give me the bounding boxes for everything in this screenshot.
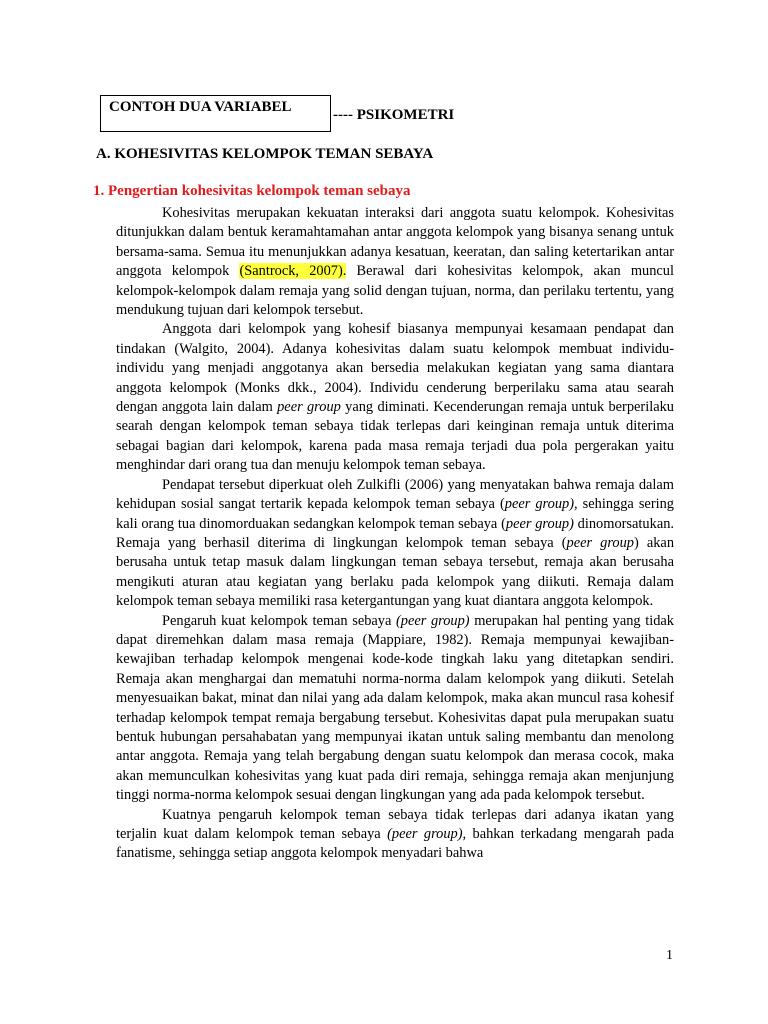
italic-term: peer group) [504,496,574,513]
variable-label: CONTOH DUA VARIABEL [109,99,292,115]
paragraph-text: , bahkan terkadang mengarah pada fanatisme, sehingga setiap anggota kelompok menyadari bahwa [116,826,674,862]
variable-label-box [100,95,331,132]
italic-term: peer group [277,399,341,416]
paragraph-2 [116,320,674,475]
paragraph-text: , sehingga sering kali orang tua dinomorduakan sedangkan kelompok teman sebaya ( [116,496,674,532]
paragraph-text: ) akan berusaha untuk tetap masuk dalam lingkungan teman sebaya tersebut, remaja akan berusaha mengikuti aturan atau kegiatan yang berlaku pada kelompok yang diikuti. Remaja dalam kelompok teman sebaya memiliki rasa ketergantungan yang kuat diantara anggota kelompok. [116,534,675,610]
body-text [116,204,674,864]
paragraph-text: Pengaruh kuat kelompok teman sebaya [162,612,396,629]
highlighted-citation: (Santrock, 2007). [239,263,347,280]
page-number: 1 [666,948,673,963]
paragraph-text: Berawal dari kohesivitas kelompok, akan muncul kelompok-kelompok dalam remaja yang solid dengan tujuan, norma, dan perilaku tertentu, yang mendukung tujuan dari kelompok tersebut. [116,263,674,319]
paragraph-text: merupakan hal penting yang tidak dapat diremehkan dalam masa remaja (Mappiare, 1982). Remaja mempunyai kewajiban-kewajiban terhadap kelompok mengenai kode-kode tingkah laku yang ditetapkan sendiri. Remaja akan menghargai dan mematuhi norma-norma dalam kelompok yang diikuti. Setelah menyesuaikan bakat, minat dan nilai yang ada dalam kelompok, maka akan muncul rasa kohesif terhadap kelompok tempat remaja bergabung tersebut. Kohesivitas dapat pula merupakan suatu bentuk hubungan persahabatan yang mempunyai ikatan untuk saling membantu dan menolong antar anggota. Remaja yang telah bergabung dengan suatu kelompok dan merasa cocok, maka akan memunculkan kohesivitas yang kuat pada diri remaja, sehingga remaja akan menjunjung tinggi norma-norma kelompok sesuai dengan lingkungan yang ada pada kelompok tersebut. [116,612,674,804]
italic-term: peer group [566,534,634,551]
paragraph-5 [116,806,674,864]
italic-term: (peer group) [395,612,470,629]
paragraph-3 [116,476,674,612]
paragraph-text: Kohesivitas merupakan kekuatan interaksi dari anggota suatu kelompok. Kohesivitas ditunjukkan dalam bentuk keramahtamahan antar anggota kelompok yang bisanya senang untuk bersama-sama. Semua itu menunjukkan adanya kesatuan, keeratan, dan saling ketertarikan antar anggota kelompok [116,205,674,280]
paragraph-4 [116,612,674,806]
paragraph-1 [116,204,674,320]
paragraph-text: Anggota dari kelompok yang kohesif biasanya mempunyai kesamaan pendapat dan tindakan (Walgito, 2004). Adanya kohesivitas dalam suatu kelompok membuat individu-individu yang menjadi anggotanya akan bersedia melakukan kegiatan yang sama diantara anggota kelompok (Monks dkk., 2004). Individu cenderung berperilaku sama atau searah dengan anggota lain dalam [116,321,674,416]
header-suffix: ---- PSIKOMETRI [333,107,455,123]
section-heading: A. KOHESIVITAS KELOMPOK TEMAN SEBAYA [96,146,434,162]
italic-term: peer group) [505,515,574,532]
paragraph-text: yang diminati. Kecenderungan remaja untuk berperilaku searah dengan kelompok teman sebaya tidak terlepas dari keinginan remaja untuk diterima sebagai bagian dari kelompok, karena pada masa remaja terjadi dua pola pergerakan yaitu menghindar dari orang tua dan menuju kelompok teman sebaya. [116,399,674,474]
paragraph-text: dinomorsatukan. Remaja yang berhasil diterima di lingkungan kelompok teman sebaya ( [116,515,674,551]
italic-term: (peer group) [387,826,463,842]
subsection-heading: 1. Pengertian kohesivitas kelompok teman sebaya [93,183,411,199]
paragraph-text: Pendapat tersebut diperkuat oleh Zulkifli (2006) yang menyatakan bahwa remaja dalam kehidupan sosial sangat tertarik kepada kelompok teman sebaya ( [116,476,674,513]
paragraph-text: Kuatnya pengaruh kelompok teman sebaya tidak terlepas dari adanya ikatan yang terjalin kuat dalam kelompok teman sebaya [116,806,674,842]
